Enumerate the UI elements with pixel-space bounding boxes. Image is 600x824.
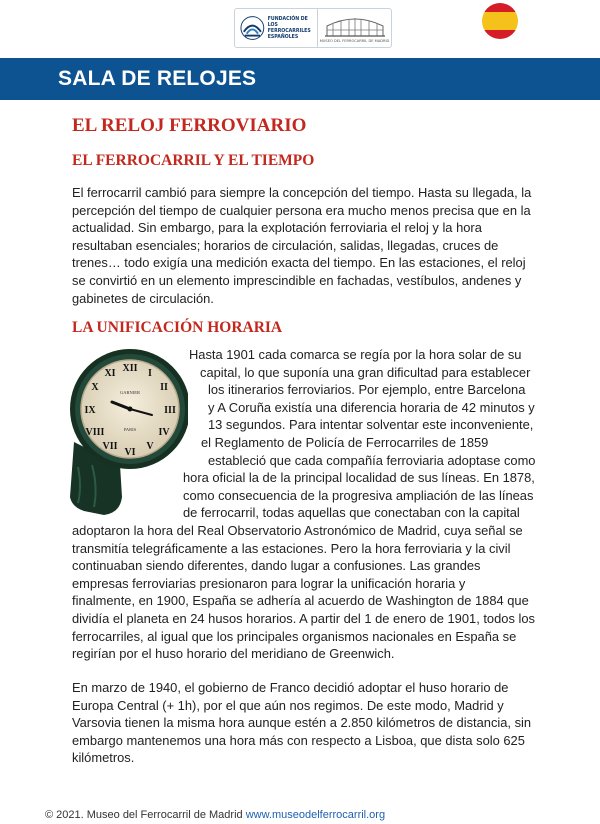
svg-text:VIII: VIII <box>85 427 105 438</box>
paragraph-line: El ferrocarril cambió para siempre la concepción del tiempo. Hasta su llegada, la <box>72 185 532 200</box>
paragraph-line: actualidad. Sin embargo, para la explotación ferroviaria el reloj y la hora <box>72 220 482 236</box>
foundation-logo[interactable] <box>235 9 318 47</box>
museum-building-icon <box>325 14 385 38</box>
museum-logo-caption: MUSEO DEL FERROCARRIL DE MADRID <box>319 38 390 43</box>
museum-logo[interactable] <box>318 9 391 47</box>
paragraph-line: el Reglamento de Policía de Ferrocarriles de 1859 <box>201 435 489 450</box>
svg-text:IV: IV <box>158 427 170 438</box>
paragraph-line: se convirtió en un elemento imprescindible en fachadas, vestíbulos, andenes y <box>72 272 522 288</box>
page-footer <box>45 809 385 821</box>
foundation-logo-text <box>268 16 317 40</box>
section-heading-ferrocarril-tiempo: EL FERROCARRIL Y EL TIEMPO <box>72 152 315 169</box>
paragraph-line: 13 segundos. Para intentar solventar este inconveniente, <box>208 417 534 433</box>
svg-text:VII: VII <box>102 441 118 452</box>
paragraph-line: y A Coruña existía una diferencia horaria de 42 minutos y <box>208 399 535 415</box>
foundation-line-3: ESPAÑOLES <box>267 34 299 40</box>
paragraph-line: transmitía telegráficamente a las estaciones. Pero la hora ferroviaria y la civil <box>72 540 511 556</box>
header-logos <box>234 8 392 48</box>
paragraph-line: Hasta 1901 cada comarca se regía por la hora solar de su <box>189 347 522 362</box>
paragraph-line: Europa Central (+ 1h), por el que aún nos regimos. De este modo, Madrid y <box>72 697 504 713</box>
foundation-line-2: FERROCARRILES <box>267 28 311 34</box>
paragraph-line: regirían por el huso horario del meridiano de Greenwich. <box>72 646 395 662</box>
paragraph-line: hora oficial la de la principal localidad de sus líneas. En 1878, <box>183 470 535 486</box>
paragraph-line: empresas ferroviarias presionaron para lograr la unificación horaria y <box>72 575 466 591</box>
svg-text:V: V <box>146 441 154 452</box>
paragraph-line: En marzo de 1940, el gobierno de Franco decidió adoptar el huso horario de <box>72 680 509 695</box>
paragraph-line: los itinerarios ferroviarios. Por ejemplo, entre Barcelona <box>208 382 526 398</box>
svg-text:I: I <box>148 368 152 379</box>
paragraph-line: resultaban esenciales; horarios de circulación, salidas, llegadas, cruces de <box>72 237 499 253</box>
footer-copyright: © 2021. Museo del Ferrocarril de Madrid <box>45 809 243 821</box>
clock-maker-label: GARNIER <box>120 390 140 395</box>
paragraph-line: capital, lo que suponía una gran dificultad para establecer <box>200 364 531 380</box>
article-title: EL RELOJ FERROVIARIO <box>72 115 307 136</box>
paragraph-line: estableció que cada compañía ferroviaria adoptase como <box>208 452 536 468</box>
svg-text:VI: VI <box>124 447 136 458</box>
foundation-emblem-icon <box>240 15 265 41</box>
paragraph-line: Varsovia tienen la misma hora aunque estén a 2.850 kilómetros de distancia, sin <box>72 715 532 731</box>
spain-flag-icon[interactable] <box>482 3 518 39</box>
paragraph-line: kilómetros. <box>72 750 135 766</box>
foundation-line-1: FUNDACIÓN DE LOS <box>267 16 308 28</box>
svg-text:II: II <box>160 382 168 393</box>
clock-city-label: PARIS <box>123 427 137 432</box>
footer-website-link[interactable]: www.museodelferrocarril.org <box>245 809 386 821</box>
svg-text:III: III <box>164 405 176 416</box>
paragraph-line: de ferrocarril, todas aquellas que conectaban con la capital <box>183 505 520 521</box>
paragraph-line: adoptaron la hora del Real Observatorio Astronómico de Madrid, cuya señal se <box>72 523 523 538</box>
paragraph-line: ferrocarriles, al igual que los principales organismos nacionales en España se <box>72 628 517 644</box>
paragraph-line: dividía el planeta en 24 husos horarios. A partir del 1 de enero de 1901, todos los <box>72 611 535 626</box>
svg-text:XI: XI <box>104 368 116 379</box>
svg-text:IX: IX <box>84 405 96 416</box>
section-heading-unificacion: LA UNIFICACIÓN HORARIA <box>72 319 283 336</box>
banner-title: SALA DE RELOJES <box>58 67 257 90</box>
closing-paragraph <box>72 679 531 767</box>
paragraph-line: embargo mantenemos una hora más con respecto a Lisboa, que dista solo 625 <box>72 732 525 748</box>
paragraph-line: como consecuencia de la progresiva ampliación de las líneas <box>183 487 534 503</box>
section1-paragraph <box>72 184 531 307</box>
railway-clock-image <box>64 347 188 517</box>
paragraph-line: trenes… todo exigía una medición exacta del tiempo. En las estaciones, el reloj <box>72 255 526 271</box>
paragraph-line: gabinetes de circulación. <box>72 290 214 306</box>
svg-text:XII: XII <box>122 363 138 374</box>
section-banner <box>0 58 600 100</box>
paragraph-line: percepción del tiempo de cualquier persona era mucho menos precisa que en la <box>72 202 531 218</box>
paragraph-line: finalmente, en 1900, España se adhería al acuerdo de Washington de 1884 que <box>72 593 529 609</box>
svg-text:X: X <box>91 382 99 393</box>
paragraph-line: continuaban siendo diferentes, dando lugar a confusiones. Las grandes <box>72 558 481 574</box>
